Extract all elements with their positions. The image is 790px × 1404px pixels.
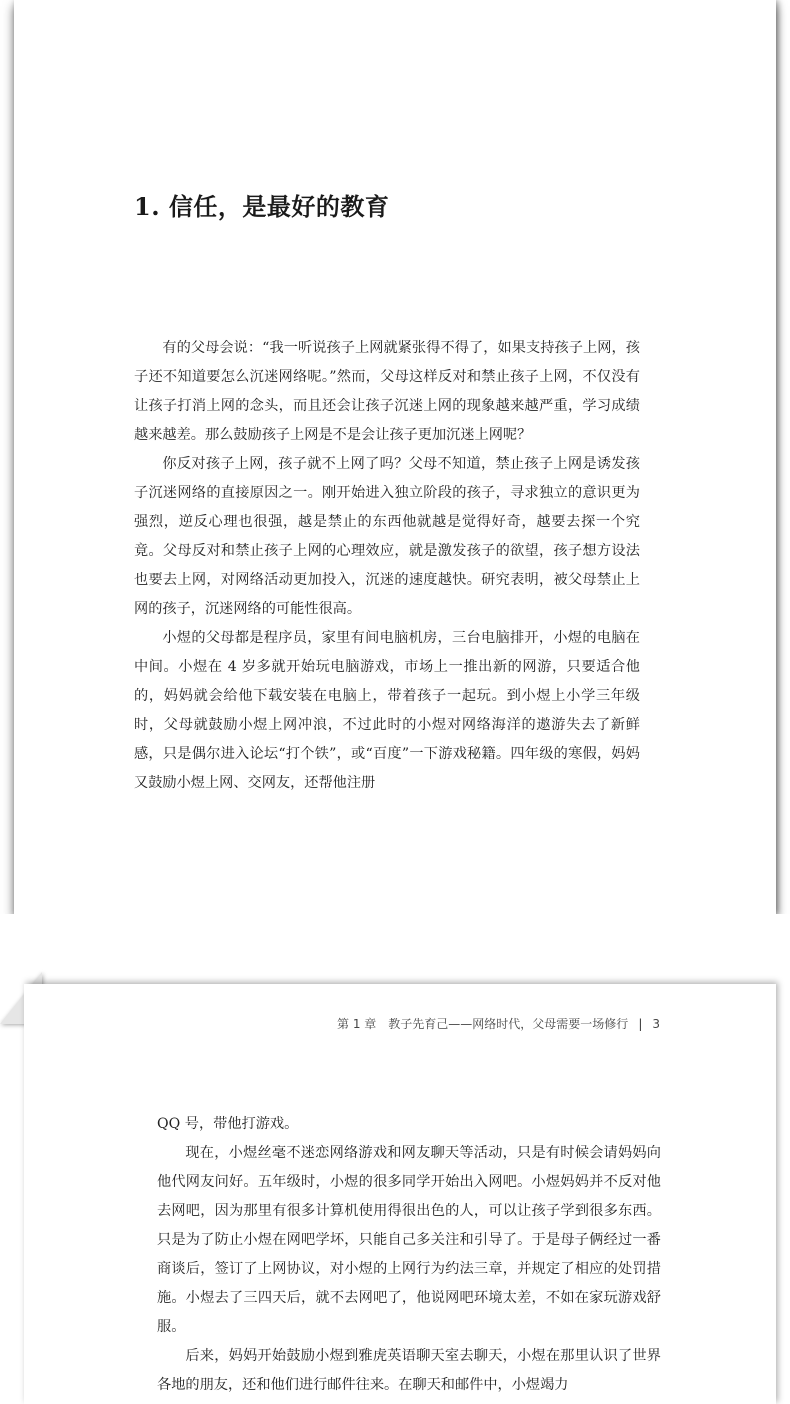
page-gap — [0, 914, 790, 984]
page-number: 3 — [652, 1017, 660, 1031]
paragraph: 现在，小煜丝毫不迷恋网络游戏和网友聊天等活动，只是有时候会请妈妈向他代网友问好。五年级时，小煜的很多同学开始出入网吧。小煜妈妈并不反对他去网吧，因为那里有很多计算机使用得很出色的人，可以让孩子学到很多东西。只是为了防止小煜在网吧学坏，只能自己多关注和引导了。于是母子俩经过一番商谈后，签订了上网协议，对小煜的上网行为约法三章，并规定了相应的处罚措施。小煜去了三四天后，就不去网吧了，他说网吧环境太差，不如在家玩游戏舒服。 — [157, 1145, 661, 1335]
paragraph: 你反对孩子上网，孩子就不上网了吗？父母不知道，禁止孩子上网是诱发孩子沉迷网络的直接原因之一。刚开始进入独立阶段的孩子，寻求独立的意识更为强烈，逆反心理也很强，越是禁止的东西他就越是觉得好奇，越要去探一个究竟。父母反对和禁止孩子上网的心理效应，就是激发孩子的欲望，孩子想方设法也要去上网，对网络活动更加投入，沉迷的速度越快。研究表明，被父母禁止上网的孩子，沉迷网络的可能性很高。 — [134, 456, 640, 617]
paragraph: 有的父母会说：“我一听说孩子上网就紧张得不得了，如果支持孩子上网，孩子还不知道要怎么沉迷网络呢。”然而，父母这样反对和禁止孩子上网，不仅没有让孩子打消上网的念头，而且还会让孩子沉迷上网的现象越来越严重，学习成绩越来越差。那么鼓励孩子上网是不是会让孩子更加沉迷上网呢？ — [134, 340, 640, 443]
page1-body — [134, 334, 640, 798]
page2-body — [157, 1110, 661, 1400]
paragraph-continuation: QQ 号，带他打游戏。 — [157, 1116, 299, 1132]
section-title: 1. 信任，是最好的教育 — [134, 192, 390, 221]
paragraph: 后来，妈妈开始鼓励小煜到雅虎英语聊天室去聊天，小煜在那里认识了世界各地的朋友，还和他们进行邮件往来。在聊天和邮件中，小煜竭力 — [157, 1348, 661, 1393]
running-header — [320, 1015, 660, 1032]
running-header-separator: | — [638, 1017, 643, 1031]
paragraph: 小煜的父母都是程序员，家里有间电脑机房，三台电脑排开，小煜的电脑在中间。小煜在 4 岁多就开始玩电脑游戏，市场上一推出新的网游，只要适合他的，妈妈就会给他下载安装在电脑上，带着孩子一起玩。到小煜上小学三年级时，父母就鼓励小煜上网冲浪，不过此时的小煜对网络海洋的遨游失去了新鲜感，只是偶尔进入论坛“打个铁”，或“百度”一下游戏秘籍。四年级的寒假，妈妈又鼓励小煜上网、交网友，还帮他注册 — [134, 630, 640, 791]
running-header-chapter: 第 1 章 教子先育己——网络时代，父母需要一场修行 — [337, 1017, 629, 1031]
